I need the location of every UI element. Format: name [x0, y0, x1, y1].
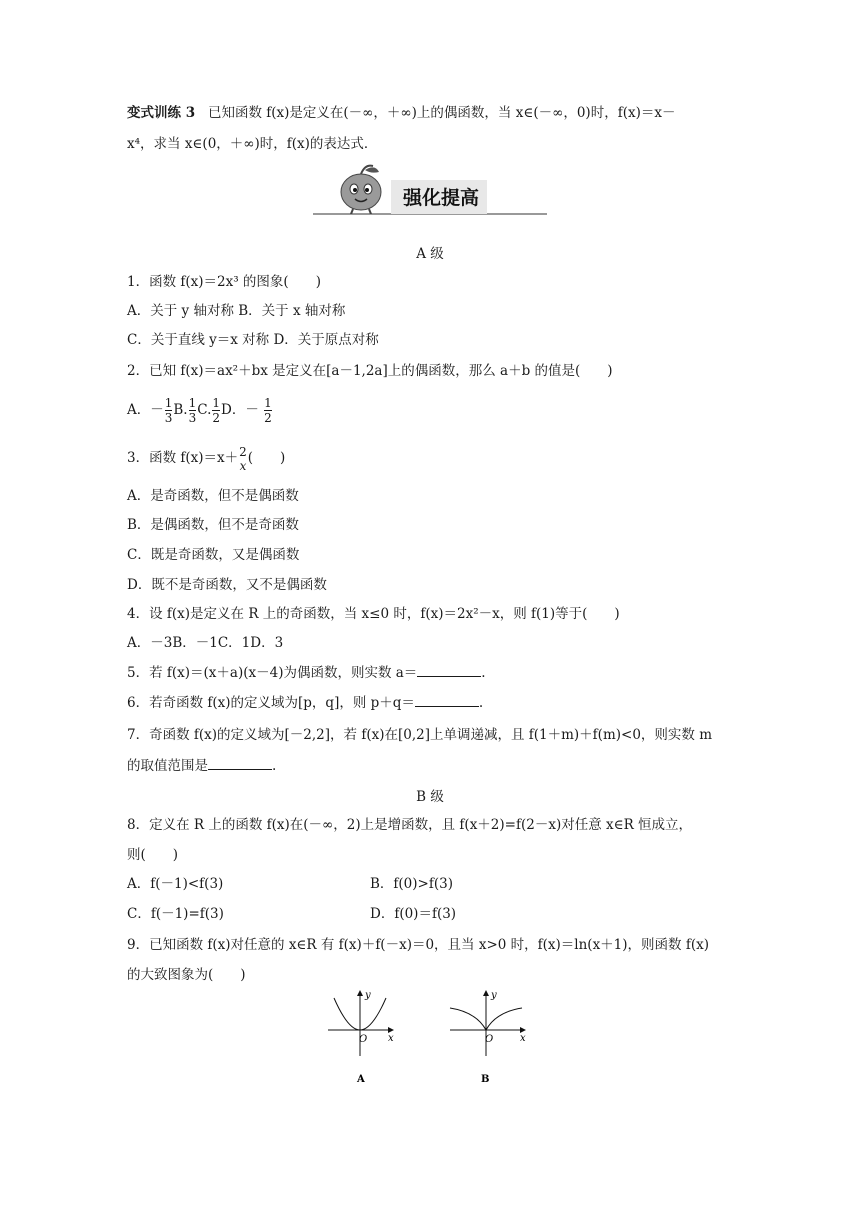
q7-line-1: 7．奇函数 f(x)的定义域为[－2,2]，若 f(x)在[0,2]上单调递减，且 f(1＋m)＋f(m)<0，则实数 m [127, 727, 713, 743]
section-banner [313, 162, 547, 216]
level-a-heading: A 级 [416, 246, 444, 262]
q8-option-d: D．f(0)＝f(3) [370, 906, 457, 922]
q8-option-a: A．f(－1)<f(3) [127, 876, 224, 892]
fraction: $\frac{1}{3}$ [164, 396, 173, 425]
exercise-label: 变式训练 3 [127, 105, 196, 121]
apple-mascot-icon [341, 166, 381, 214]
graph-a-y-label: y [365, 990, 371, 1001]
q8-option-c: C．f(－1)=f(3) [127, 906, 224, 922]
answer-blank[interactable] [417, 664, 481, 677]
graph-b-label: B [481, 1074, 490, 1085]
fraction: 2 x [239, 444, 247, 473]
q1-options-1: A．关于 y 轴对称 B．关于 x 轴对称 [127, 303, 346, 319]
q2-stem: 2．已知 f(x)＝ax²＋bx 是定义在[a－1,2a]上的偶函数，那么 a＋b 的值是( ) [127, 363, 613, 379]
q9-line-2: 的大致图象为( ) [127, 967, 246, 983]
q9-line-1: 9．已知函数 f(x)对任意的 x∈R 有 f(x)＋f(－x)＝0，且当 x>0 时，f(x)＝ln(x＋1)，则函数 f(x) [127, 937, 709, 953]
q7-line-2: 的取值范围是 . [127, 758, 277, 774]
q3-option-c: C．既是奇函数，又是偶函数 [127, 547, 300, 563]
q8-line-1: 8．定义在 R 上的函数 f(x)在(－∞，2)上是增函数，且 f(x＋2)=f(2－x)对任意 x∈R 恒成立， [127, 817, 693, 833]
q4-options: A．－3B．－1C．1D．3 [127, 635, 284, 651]
exercise-text-1: 已知函数 f(x)是定义在(－∞，＋∞)上的偶函数，当 x∈(－∞，0)时，f(x)＝x－ [207, 105, 676, 121]
fraction: $\frac{1}{2}$ [212, 396, 221, 425]
q4-stem: 4．设 f(x)是定义在 R 上的奇函数，当 x≤0 时，f(x)＝2x²－x，则 f(1)等于( ) [127, 606, 620, 622]
q8-option-b: B．f(0)>f(3) [370, 876, 453, 892]
graph-b-origin: O [485, 1034, 494, 1045]
q3-stem: 3．函数 f(x)＝x＋ 2 x ( ) [127, 444, 286, 473]
exercise-line-1 [127, 103, 675, 123]
q5-stem: 5．若 f(x)＝(x＋a)(x－4)为偶函数，则实数 a＝ . [127, 665, 486, 681]
graph-b-y-label: y [491, 990, 497, 1001]
q3-option-b: B．是偶函数，但不是奇函数 [127, 517, 299, 533]
graph-b-x-label: x [520, 1033, 526, 1044]
q6-stem: 6．若奇函数 f(x)的定义域为[p，q]，则 p＋q＝ . [127, 695, 484, 711]
fraction: $\frac{1}{3}$ [188, 396, 197, 425]
graph-a[interactable] [322, 986, 402, 1086]
level-b-heading: B 级 [416, 789, 444, 805]
q3-option-d: D．既不是奇函数，又不是偶函数 [127, 577, 327, 593]
q8-line-2: 则( ) [127, 847, 179, 863]
graph-a-x-label: x [388, 1033, 394, 1044]
graph-b[interactable] [444, 986, 534, 1086]
answer-blank[interactable] [208, 757, 272, 770]
banner-title: 强化提高 [403, 187, 480, 209]
exercise-line-2: x⁴，求当 x∈(0，＋∞)时，f(x)的表达式． [127, 136, 378, 152]
q1-stem: 1．函数 f(x)＝2x³ 的图象( ) [127, 274, 321, 290]
q1-options-2: C．关于直线 y＝x 对称 D．关于原点对称 [127, 332, 379, 348]
answer-blank[interactable] [415, 694, 479, 707]
graph-a-origin: O [359, 1034, 368, 1045]
fraction: $\frac{1}{2}$ [264, 396, 272, 425]
graph-a-label: A [357, 1074, 365, 1085]
q3-option-a: A．是奇函数，但不是偶函数 [127, 488, 299, 504]
q2-options: A．－ $\frac{1}{3}$ B. $\frac{1}{3}$ C. $\frac{1}{2}$ D．－ $\frac{1}{2}$ [127, 396, 272, 425]
